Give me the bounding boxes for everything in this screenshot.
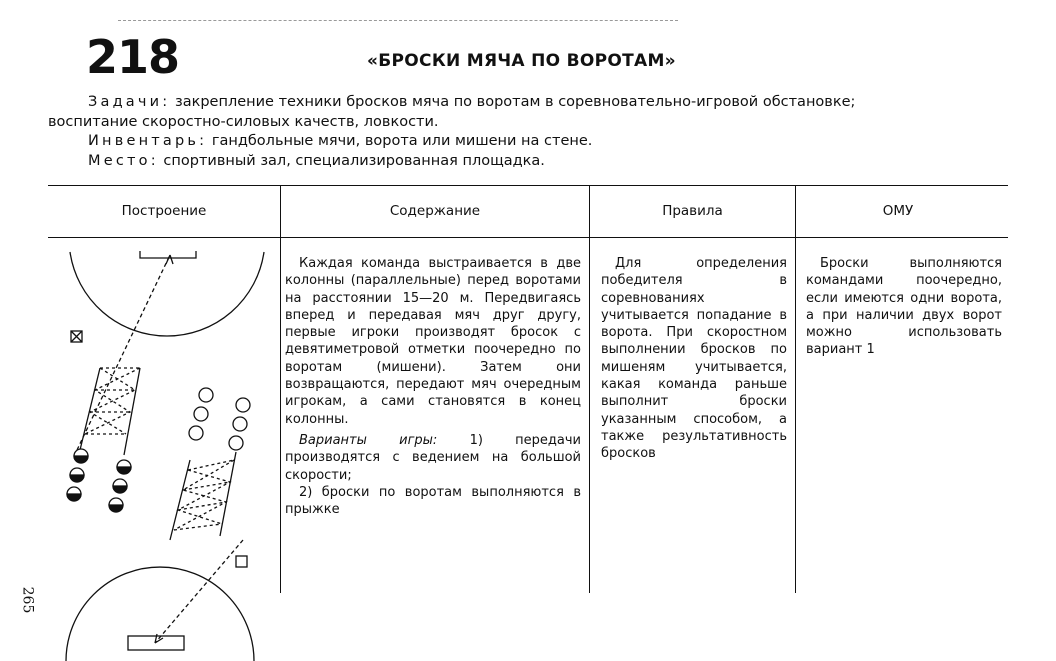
variants-label: Варианты игры: [299,432,438,448]
header-rules: Правила [662,203,723,219]
team-a-players [67,449,131,512]
rules-text: Для определения победителя в соревнованиях учитывается попадание в ворота. При скоростном выполнении бросков по мишеням учитывается, какая команда раньше выполнит броски указанным способом, а также результативность бросков [601,256,787,462]
content-paragraph-1: Каждая команда выстраивается в две колонны (параллельные) перед воротами на расстоянии 15—20 м. Передвигаясь вперед и передавая мяч друг другу, первые игроки производят бросок с девятиметровой отметки поочередно по воротам (мишени). Затем они возвращаются, передают мяч очередным игрокам, а сами становятся в конец колонны. [285,256,581,427]
tasks-text-1: закрепление техники бросков мяча по воротам в соревновательно-игровой обстановке; [174,94,856,110]
right-team-zigzag [174,460,234,530]
left-team-zigzag [85,368,140,434]
shot-line-bottom [155,540,243,643]
left-target-cross [71,331,82,342]
variants-text: 1) передачи производятся с ведением на большой скорости; [285,432,581,483]
page-number: 265 [19,586,36,614]
top-goal-area-arc [70,252,264,336]
tasks-label: Задачи: [88,94,171,110]
bottom-goal-area-arc [66,567,254,661]
header-construction: Построение [121,203,207,219]
right-target-icon [236,556,247,567]
header-omu: ОМУ [882,203,914,219]
shot-arrow-top [166,255,173,264]
shot-line-top [77,255,170,450]
inventory-label: Инвентарь: [88,133,208,149]
place-label: Место: [88,152,159,169]
place-text: спортивный зал, специализированная площадка. [163,152,545,169]
tasks-text-2: воспитание скоростно-силовых качеств, ловкости. [48,113,439,130]
team-b-players [189,388,250,450]
top-goal [140,251,196,258]
header-content: Содержание [389,203,481,219]
omu-text: Броски выполняются командами поочередно, если имеются одни ворота, а при наличии двух ворот можно использовать вариант 1 [806,256,1002,358]
content-paragraph-3: 2) броски по воротам выполняются в прыжке [285,484,581,518]
right-team-passes [174,460,234,530]
page-title: «БРОСКИ МЯЧА ПО ВОРОТАМ» [367,51,676,71]
inventory-text: гандбольные мячи, ворота или мишени на стене. [211,133,593,149]
exercise-number: 218 [86,30,180,84]
